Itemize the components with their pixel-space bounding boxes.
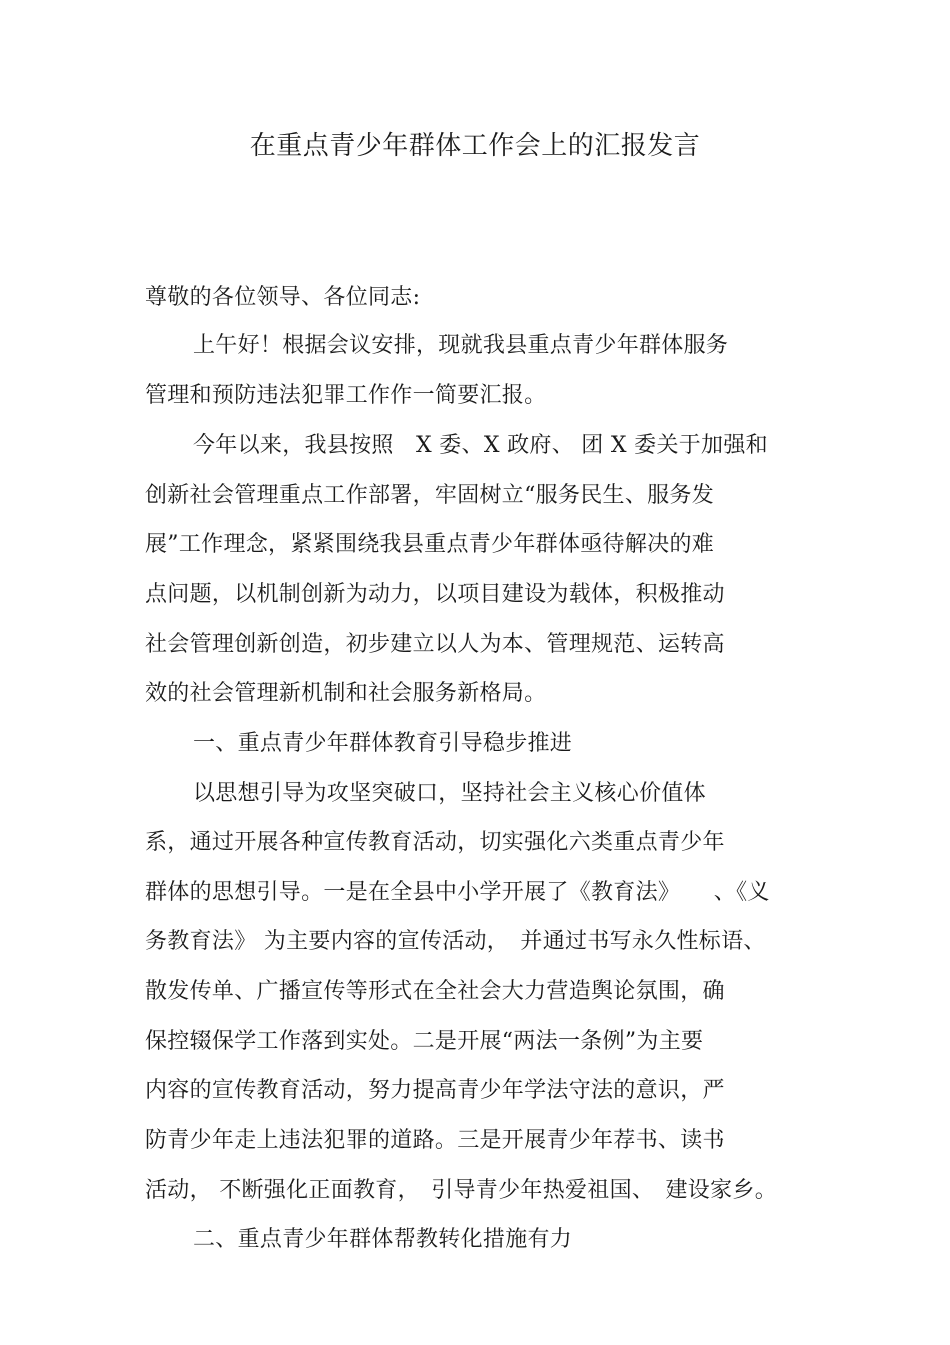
section-heading: 一、重点青少年群体教育引导稳步推进 — [193, 731, 573, 756]
section-heading: 二、重点青少年群体帮教转化措施有力 — [193, 1227, 573, 1252]
paragraph-line: 活动， 不断强化正面教育， 引导青少年热爱祖国、 建设家乡。 — [145, 1178, 777, 1203]
paragraph-line: 创新社会管理重点工作部署，牢固树立“服务民生、服务发 — [145, 483, 715, 508]
paragraph-line: 务教育法》 为主要内容的宣传活动， 并通过书写永久性标语、 — [145, 929, 766, 954]
paragraph-line: 上午好！根据会议安排，现就我县重点青少年群体服务 — [193, 333, 729, 358]
paragraph-line: 点问题，以机制创新为动力，以项目建设为载体，积极推动 — [145, 582, 725, 607]
paragraph-line: 社会管理创新创造，初步建立以人为本、管理规范、运转高 — [145, 632, 725, 657]
paragraph-line: 防青少年走上违法犯罪的道路。三是开展青少年荐书、读书 — [145, 1128, 725, 1153]
paragraph-line: 展”工作理念，紧紧围绕我县重点青少年群体亟待解决的难 — [145, 532, 715, 557]
paragraph-line: 保控辍保学工作落到实处。二是开展“两法一条例”为主要 — [145, 1029, 704, 1054]
document-title: 在重点青少年群体工作会上的汇报发言 — [249, 131, 701, 161]
paragraph-line: 管理和预防违法犯罪工作作一简要汇报。 — [145, 383, 547, 408]
paragraph-line: 系，通过开展各种宣传教育活动，切实强化六类重点青少年 — [145, 830, 725, 855]
paragraph-line: 以思想引导为攻坚突破口，坚持社会主义核心价值体 — [193, 781, 706, 806]
paragraph-line: 效的社会管理新机制和社会服务新格局。 — [145, 681, 547, 706]
salutation: 尊敬的各位领导、各位同志: — [145, 285, 421, 310]
paragraph-line: 群体的思想引导。一是在全县中小学开展了《教育法》 、《义 — [145, 880, 770, 905]
paragraph-line: 散发传单、广播宣传等形式在全社会大力营造舆论氛围，确 — [145, 979, 725, 1004]
paragraph-line: 今年以来，我县按照 X 委、X 政府、 团 X 委关于加强和 — [193, 433, 768, 458]
paragraph-line: 内容的宣传教育活动，努力提高青少年学法守法的意识，严 — [145, 1078, 725, 1103]
